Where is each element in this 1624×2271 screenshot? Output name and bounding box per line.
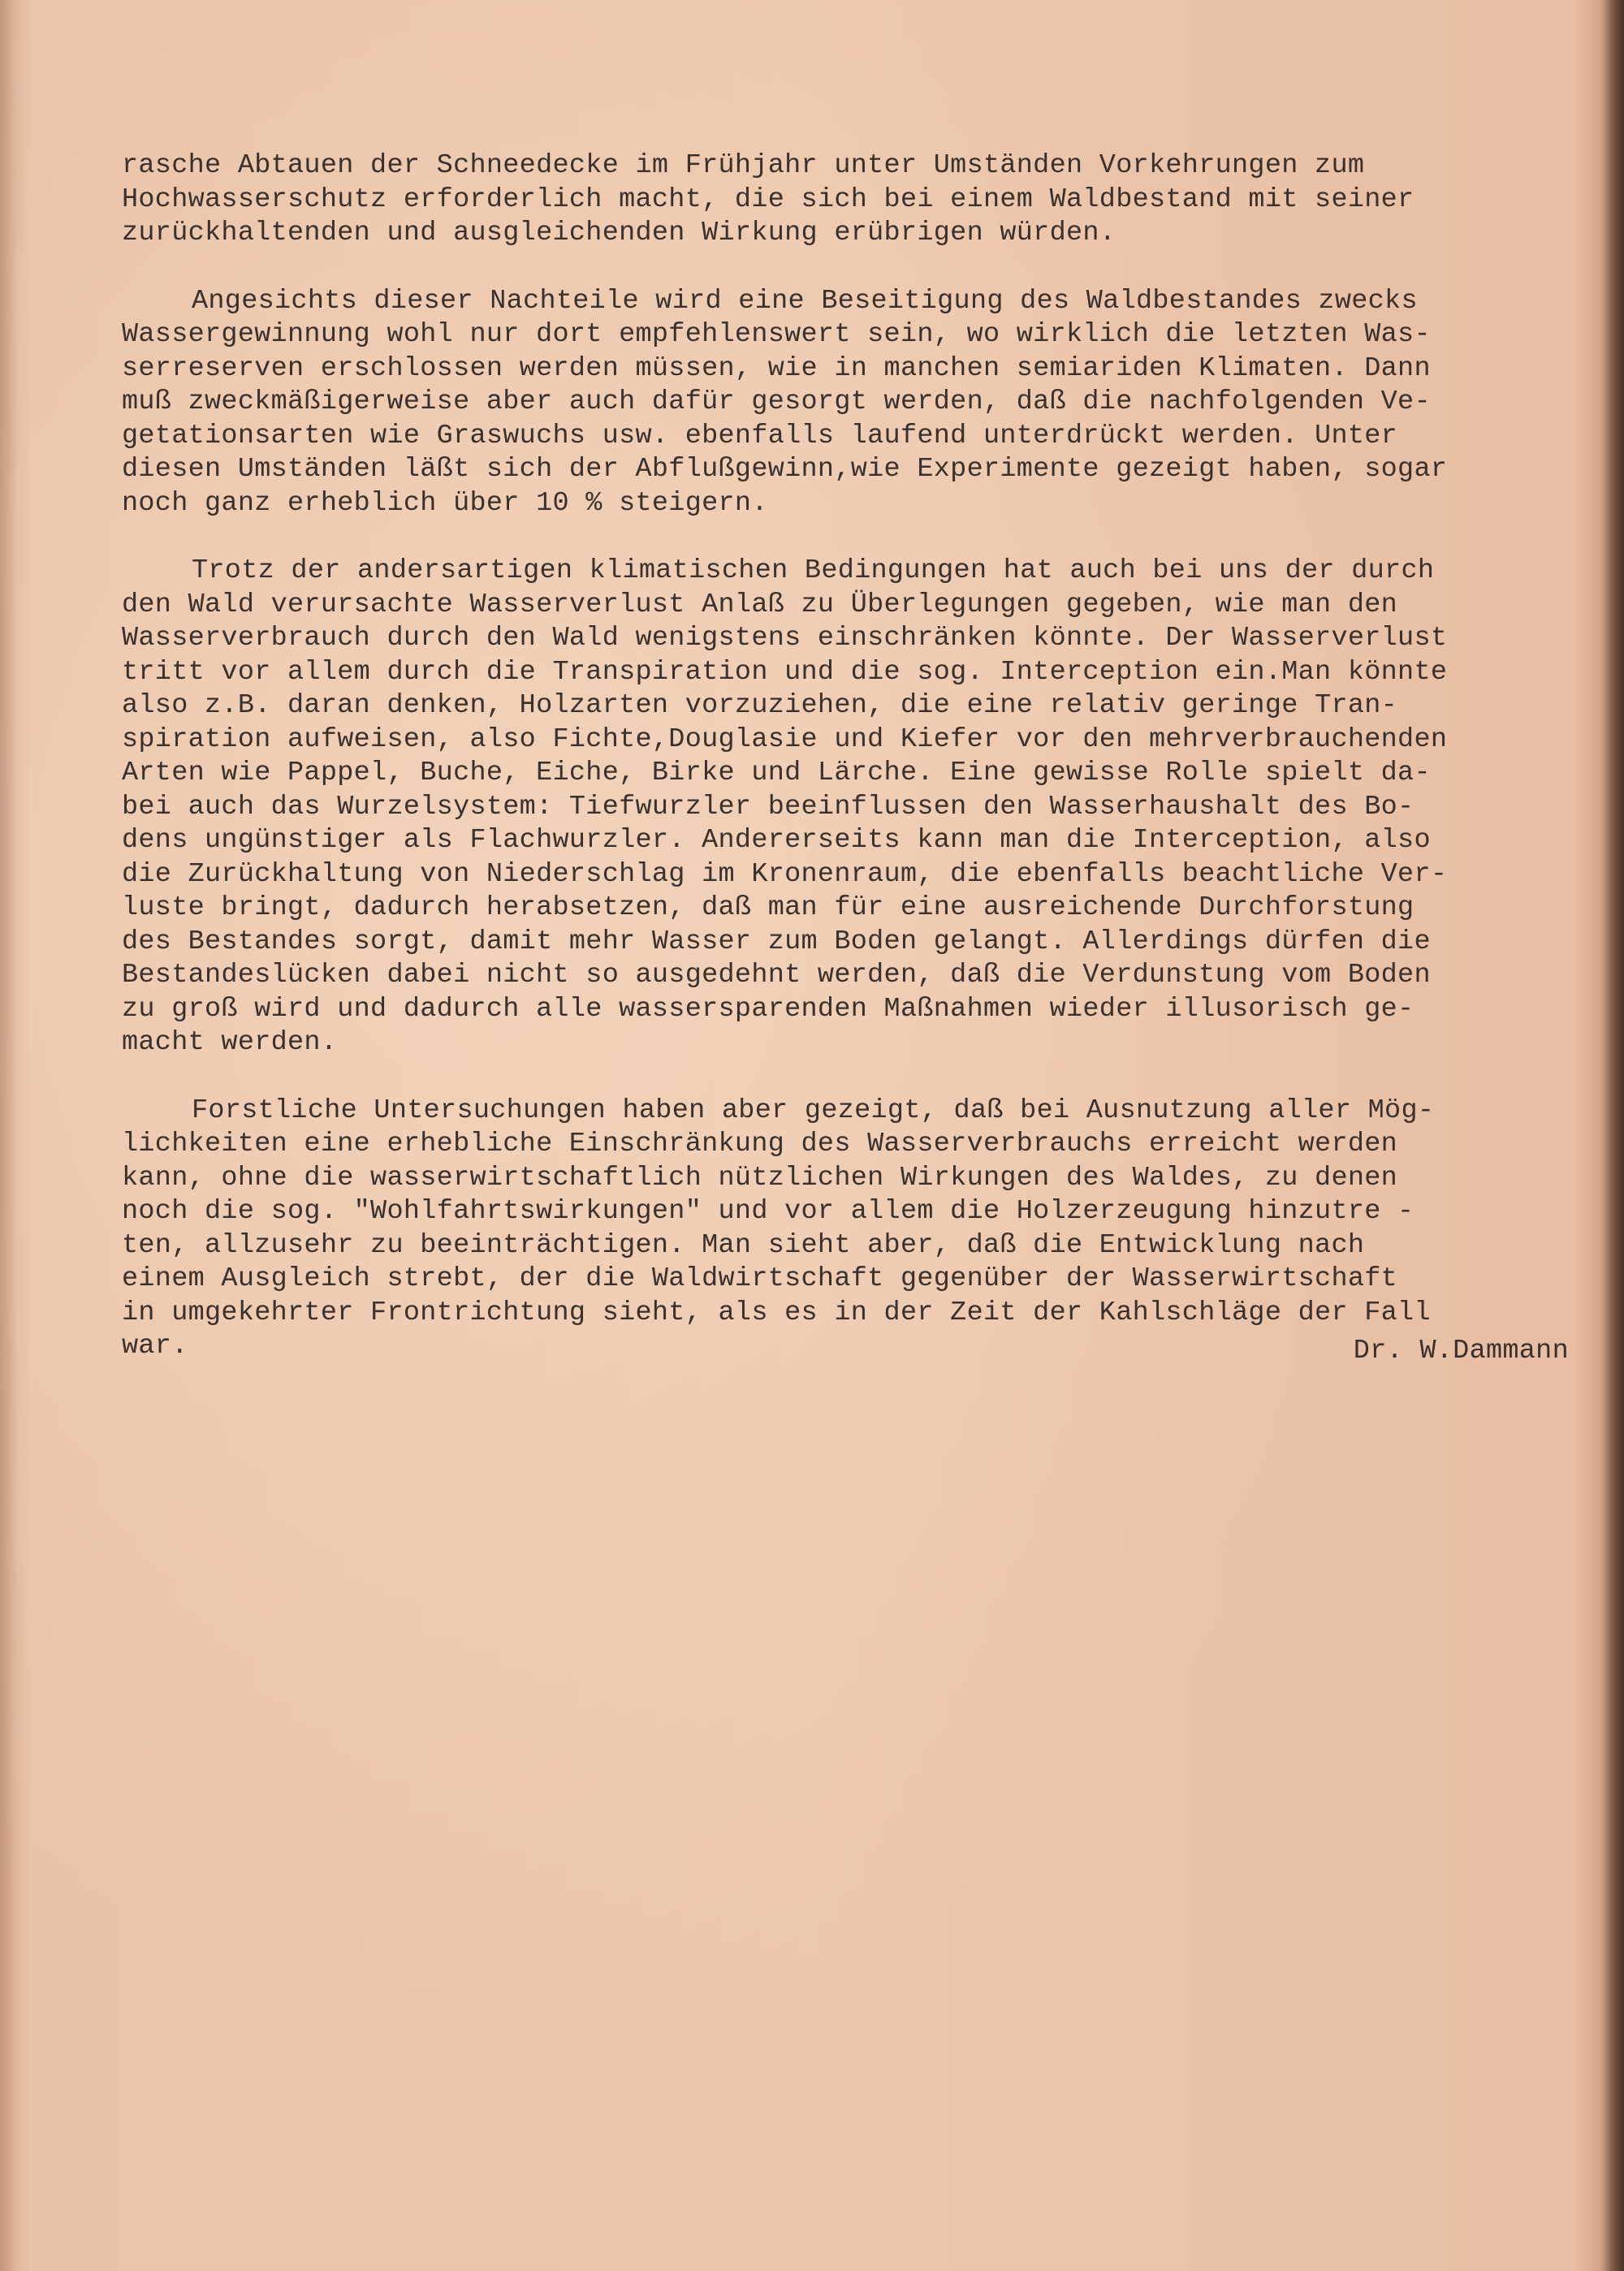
paragraph-2: Angesichts dieser Nachteile wird eine Beseitigung des Waldbestandes zwecks Wassergewinnung wohl nur dort empfehlenswert sein, wo wirklich die letzten Was- serreserven erschlossen werden müssen, wie in manchen semiariden Klimaten. Dann muß zweckmäßigerweise aber auch dafür gesorgt werden, daß die nachfolgenden Ve- getationsarten wie Graswuchs usw. ebenfalls laufend unterdrückt werden. Unter diesen Umständen läßt sich der Abflußgewinn,wie Experimente gezeigt haben, sogar noch ganz erheblich über 10 % steigern. — [122, 285, 1448, 519]
typed-text-body — [122, 149, 1582, 1398]
paragraph-4: Forstliche Untersuchungen haben aber gezeigt, daß bei Ausnutzung aller Mög- lichkeiten eine erhebliche Einschränkung des Wasserverbrauchs erreicht werden kann, ohne die wasserwirtschaftlich nützlichen Wirkungen des Waldes, zu denen noch die sog. "Wohlfahrtswirkungen" und vor allem die Holzerzeugung hinzutre - ten, allzusehr zu beeinträchtigen. Man sieht aber, daß die Entwicklung nach einem Ausgleich strebt, der die Waldwirtschaft gegenüber der Wasserwirtschaft in umgekehrter Frontrichtung sieht, als es in der Zeit der Kahlschläge der Fall war. — [122, 1094, 1435, 1362]
author-signature: Dr. W.Dammann — [1353, 1336, 1569, 1366]
paragraph-1: rasche Abtauen der Schneedecke im Frühjahr unter Umständen Vorkehrungen zum Hochwasserschutz erforderlich macht, die sich bei einem Waldbestand mit seiner zurückhaltenden und ausgleichenden Wirkung erübrigen würden. — [122, 150, 1415, 248]
paragraph-3: Trotz der andersartigen klimatischen Bedingungen hat auch bei uns der durch den Wald verursachte Wasserverlust Anlaß zu Überlegungen gegeben, wie man den Wasserverbrauch durch den Wald wenigstens einschränken könnte. Der Wasserverlust tritt vor allem durch die Transpiration und die sog. Interception ein.Man könnte also z.B. daran denken, Holzarten vorzuziehen, die eine relativ geringe Tran- spiration aufweisen, also Fichte,Douglasie und Kiefer vor den mehrverbrauchenden Arten wie Pappel, Buche, Eiche, Birke und Lärche. Eine gewisse Rolle spielt da- bei auch das Wurzelsystem: Tiefwurzler beeinflussen den Wasserhaushalt des Bo- dens ungünstiger als Flachwurzler. Andererseits kann man die Interception, also die Zurückhaltung von Niederschlag im Kronenraum, die ebenfalls beachtliche Ver- luste bringt, dadurch herabsetzen, daß man für eine ausreichende Durchforstung des Bestandes sorgt, damit mehr Wasser zum Boden gelangt. Allerdings dürfen die Bestandeslücken dabei nicht so ausgedehnt werden, daß die Verdunstung vom Boden zu groß wird und dadurch alle wassersparenden Maßnahmen wieder illusorisch ge- macht werden. — [122, 555, 1448, 1058]
paper-left-edge — [0, 0, 18, 2271]
paper-right-edge — [1600, 0, 1624, 2271]
